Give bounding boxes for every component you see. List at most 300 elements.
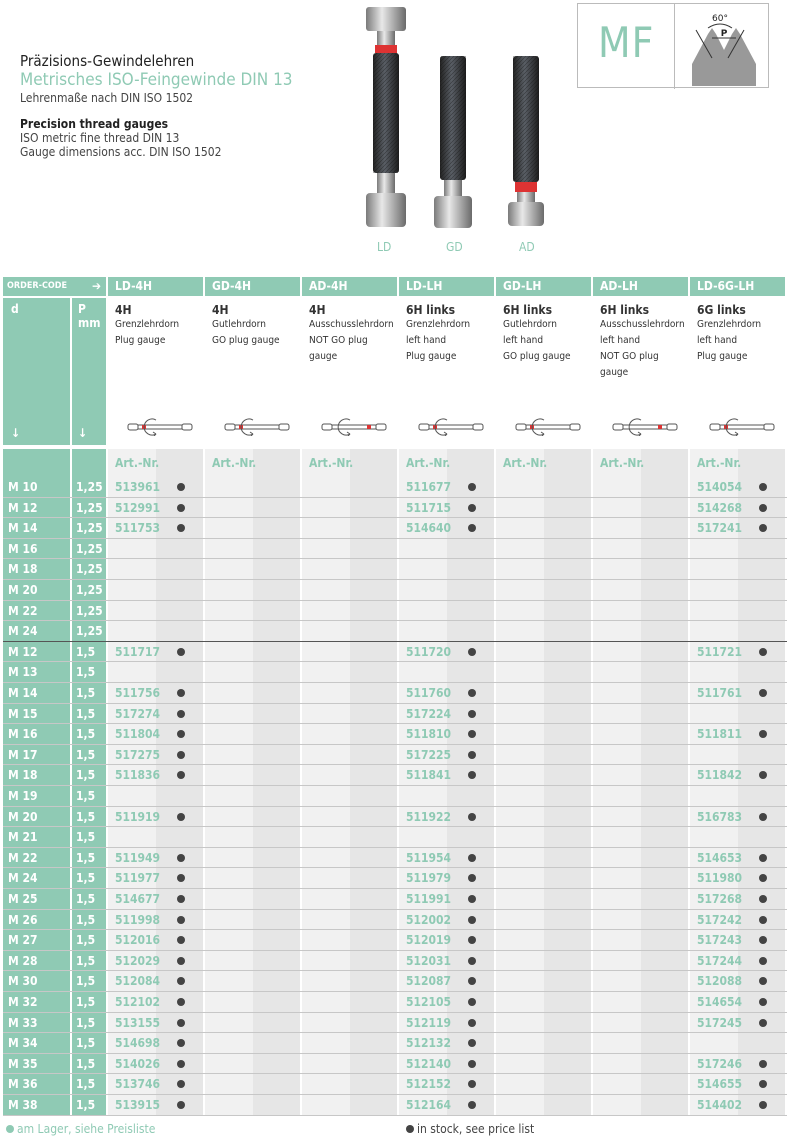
in-stock-dot-icon (177, 751, 185, 759)
article-number: 517246 (697, 1056, 743, 1071)
article-number: 511677 (406, 480, 452, 494)
row-diameter: M 22 (3, 848, 70, 869)
plug-gauge-icon (320, 418, 390, 436)
column-header-ad-4h: AD-4H (302, 277, 397, 296)
in-stock-dot-icon (759, 1060, 767, 1068)
article-number: 517224 (406, 706, 452, 721)
row-pitch: 1,25 (72, 498, 106, 519)
gauge-label-gd: GD (446, 240, 463, 254)
column-desc-line: 4H (212, 303, 229, 317)
column-desc-line: Plug gauge (406, 351, 457, 362)
row-divider (3, 991, 787, 992)
row-pitch: 1,5 (72, 683, 106, 704)
in-stock-dot-icon (468, 504, 476, 512)
article-number: 516783 (697, 809, 743, 824)
row-pitch: 1,5 (72, 662, 106, 683)
in-stock-dot-icon (177, 895, 185, 903)
d-art-spacer (3, 449, 70, 477)
column-description (496, 298, 591, 445)
in-stock-dot-icon (759, 895, 767, 903)
article-number: 514654 (697, 995, 743, 1009)
footer-right-text: in stock, see price list (417, 1122, 535, 1136)
row-diameter: M 16 (3, 539, 70, 560)
p-unit: mm (78, 316, 101, 330)
row-pitch: 1,5 (72, 848, 106, 869)
column-body (593, 449, 688, 1116)
in-stock-dot-icon (177, 1101, 185, 1109)
stock-subcolumn (253, 449, 300, 1116)
in-stock-dot-icon (759, 504, 767, 512)
angle-label: 60° (712, 14, 728, 24)
in-stock-dot-icon (759, 957, 767, 965)
in-stock-dot-icon (468, 483, 476, 491)
subtitle-de: Metrisches ISO-Feingewinde DIN 13 (20, 70, 293, 90)
row-diameter: M 36 (3, 1074, 70, 1095)
p-column-header (72, 298, 106, 445)
gauges-illustration (350, 4, 570, 254)
row-pitch: 1,5 (72, 1074, 106, 1095)
in-stock-dot-icon (759, 813, 767, 821)
art-nr-label: Art.-Nr. (503, 456, 548, 470)
article-number: 512031 (406, 953, 452, 968)
article-number: 512087 (406, 974, 452, 989)
row-divider (3, 703, 787, 704)
in-stock-dot-icon (759, 689, 767, 697)
row-diameter: M 19 (3, 786, 70, 807)
line-de: Lehrenmaße nach DIN ISO 1502 (20, 91, 194, 105)
column-desc-line: GO plug gauge (503, 351, 571, 362)
article-number: 512140 (406, 1056, 452, 1071)
in-stock-dot-icon (468, 813, 476, 821)
in-stock-dot-icon (759, 1101, 767, 1109)
column-desc-line: Grenzlehrdorn (697, 319, 762, 330)
article-number: 511804 (115, 727, 161, 742)
column-body (302, 449, 397, 1116)
article-number: 511836 (115, 768, 161, 783)
row-pitch: 1,5 (72, 971, 106, 992)
in-stock-dot-icon (468, 895, 476, 903)
article-number: 512088 (697, 974, 743, 989)
article-number: 512084 (115, 974, 161, 989)
article-number: 517274 (115, 706, 161, 721)
row-divider (3, 1073, 787, 1074)
plug-gauge-icon (223, 418, 293, 436)
article-number: 511842 (697, 768, 743, 783)
column-header-ad-lh: AD-LH (593, 277, 688, 296)
row-divider (3, 929, 787, 930)
row-diameter: M 14 (3, 518, 70, 539)
thread-profile-box (577, 3, 769, 88)
row-diameter: M 33 (3, 1013, 70, 1034)
in-stock-dot-icon (468, 751, 476, 759)
article-number: 517245 (697, 1015, 743, 1030)
subtitle-en: ISO metric fine thread DIN 13 (20, 131, 180, 145)
row-diameter: M 13 (3, 662, 70, 683)
column-desc-line: 6H links (600, 303, 649, 317)
column-desc-line: Plug gauge (697, 351, 748, 362)
article-number: 511717 (115, 644, 161, 659)
footer-right (406, 1122, 534, 1136)
in-stock-dot-icon (177, 998, 185, 1006)
row-pitch: 1,25 (72, 539, 106, 560)
column-desc-line: Ausschusslehrdorn (600, 319, 685, 330)
row-diameter: M 15 (3, 704, 70, 725)
row-divider (3, 785, 787, 786)
column-desc-line: 4H (309, 303, 326, 317)
column-description (205, 298, 300, 445)
row-diameter: M 14 (3, 683, 70, 704)
column-description (108, 298, 203, 445)
row-divider (3, 579, 787, 580)
d-label: d (11, 302, 19, 316)
article-number: 512105 (406, 995, 452, 1009)
article-number: 514026 (115, 1056, 161, 1071)
row-divider (3, 538, 787, 539)
article-number: 517243 (697, 933, 743, 948)
column-description (399, 298, 494, 445)
row-pitch: 1,25 (72, 601, 106, 622)
row-diameter: M 28 (3, 951, 70, 972)
row-divider (3, 517, 787, 518)
row-pitch: 1,5 (72, 889, 106, 910)
row-pitch: 1,5 (72, 992, 106, 1013)
column-desc-line: left hand (600, 335, 641, 346)
column-description (302, 298, 397, 445)
article-number: 512164 (406, 1098, 452, 1112)
title-en: Precision thread gauges (20, 117, 169, 131)
row-divider (3, 764, 787, 765)
thread-profile-icon (678, 6, 768, 86)
article-number: 511919 (115, 809, 161, 824)
row-pitch: 1,5 (72, 1054, 106, 1075)
article-number: 517244 (697, 953, 743, 968)
article-number: 511980 (697, 871, 743, 886)
row-divider (3, 1012, 787, 1013)
column-body (496, 449, 591, 1116)
column-header-gd-lh: GD-LH (496, 277, 591, 296)
article-number: 514655 (697, 1077, 743, 1092)
column-header-gd-4h: GD-4H (205, 277, 300, 296)
row-pitch: 1,5 (72, 786, 106, 807)
article-number: 514677 (115, 892, 161, 906)
stock-subcolumn (447, 449, 494, 1116)
column-header-ld-6g-lh: LD-6G-LH (690, 277, 785, 296)
stock-subcolumn (738, 449, 785, 1116)
row-diameter: M 20 (3, 580, 70, 601)
arrow-right-icon: ➔ (91, 279, 101, 293)
p-art-spacer (72, 449, 106, 477)
in-stock-dot-icon (177, 648, 185, 656)
row-divider (3, 847, 787, 848)
in-stock-dot-icon (177, 957, 185, 965)
article-number: 513915 (115, 1098, 161, 1112)
row-diameter: M 38 (3, 1095, 70, 1116)
in-stock-dot-icon (468, 689, 476, 697)
stock-dot-icon (406, 1125, 414, 1133)
plug-gauge-icon (417, 418, 487, 436)
row-diameter: M 26 (3, 910, 70, 931)
row-diameter: M 30 (3, 971, 70, 992)
column-desc-line: 4H (115, 303, 132, 317)
article-number: 512029 (115, 953, 161, 968)
plug-gauge-icon (514, 418, 584, 436)
article-number: 512132 (406, 1036, 452, 1051)
pitch-label: P (720, 29, 728, 39)
row-pitch: 1,5 (72, 951, 106, 972)
row-pitch: 1,5 (72, 930, 106, 951)
row-divider (3, 723, 787, 724)
in-stock-dot-icon (759, 483, 767, 491)
in-stock-dot-icon (177, 854, 185, 862)
art-nr-label: Art.-Nr. (115, 456, 160, 470)
order-code-label: ORDER-CODE (7, 281, 68, 291)
in-stock-dot-icon (468, 1019, 476, 1027)
column-desc-line: Plug gauge (115, 335, 166, 346)
in-stock-dot-icon (468, 1101, 476, 1109)
art-nr-label: Art.-Nr. (309, 456, 354, 470)
column-desc-line: Ausschusslehrdorn (309, 319, 394, 330)
row-diameter: M 24 (3, 621, 70, 642)
in-stock-dot-icon (177, 1060, 185, 1068)
row-pitch: 1,5 (72, 765, 106, 786)
art-nr-label: Art.-Nr. (212, 456, 257, 470)
row-divider (3, 1094, 787, 1095)
column-desc-line: left hand (406, 335, 447, 346)
in-stock-dot-icon (177, 483, 185, 491)
row-pitch: 1,5 (72, 807, 106, 828)
in-stock-dot-icon (177, 813, 185, 821)
article-number: 511991 (406, 892, 452, 906)
row-pitch: 1,25 (72, 477, 106, 498)
stock-subcolumn (641, 449, 688, 1116)
row-divider (3, 682, 787, 683)
in-stock-dot-icon (468, 1060, 476, 1068)
article-number: 511721 (697, 644, 743, 659)
column-desc-line: Gutlehrdorn (212, 319, 266, 330)
article-number: 511760 (406, 686, 452, 700)
row-divider (3, 497, 787, 498)
stock-subcolumn (350, 449, 397, 1116)
in-stock-dot-icon (468, 854, 476, 862)
row-pitch: 1,5 (72, 724, 106, 745)
column-desc-line: Grenzlehrdorn (406, 319, 471, 330)
row-divider (3, 558, 787, 559)
article-number: 514268 (697, 500, 743, 515)
in-stock-dot-icon (468, 916, 476, 924)
column-desc-line: left hand (503, 335, 544, 346)
row-pitch: 1,5 (72, 910, 106, 931)
article-number: 512152 (406, 1077, 452, 1092)
in-stock-dot-icon (177, 504, 185, 512)
article-number: 514402 (697, 1098, 743, 1112)
column-desc-line: 6H links (503, 303, 552, 317)
row-divider (3, 1115, 787, 1116)
line-en: Gauge dimensions acc. DIN ISO 1502 (20, 145, 222, 159)
in-stock-dot-icon (177, 1019, 185, 1027)
row-diameter: M 21 (3, 827, 70, 848)
article-number: 511977 (115, 871, 161, 886)
row-divider (3, 1032, 787, 1033)
row-pitch: 1,5 (72, 642, 106, 663)
row-diameter: M 10 (3, 477, 70, 498)
header (20, 52, 360, 159)
plug-gauge-icon (126, 418, 196, 436)
article-number: 514653 (697, 850, 743, 865)
row-pitch: 1,5 (72, 1013, 106, 1034)
gauge-label-ld: LD (377, 240, 392, 254)
row-pitch: 1,5 (72, 1033, 106, 1054)
order-code-header (3, 277, 106, 296)
article-number: 511922 (406, 809, 452, 824)
article-number: 512019 (406, 933, 452, 948)
row-diameter: M 12 (3, 498, 70, 519)
in-stock-dot-icon (759, 648, 767, 656)
article-number: 511979 (406, 871, 452, 886)
mf-separator (674, 4, 675, 89)
art-nr-label: Art.-Nr. (600, 456, 645, 470)
article-number: 513746 (115, 1077, 161, 1092)
in-stock-dot-icon (468, 648, 476, 656)
mf-label: MF (598, 18, 655, 67)
stock-subcolumn (544, 449, 591, 1116)
column-description (593, 298, 688, 445)
gauge-label-ad: AD (519, 240, 535, 254)
article-number: 511949 (115, 850, 161, 865)
row-diameter: M 35 (3, 1054, 70, 1075)
in-stock-dot-icon (177, 916, 185, 924)
row-diameter: M 25 (3, 889, 70, 910)
column-desc-line: NOT GO plug gauge (309, 335, 368, 362)
row-pitch: 1,5 (72, 704, 106, 725)
article-number: 517275 (115, 747, 161, 762)
column-description (690, 298, 785, 445)
row-divider (3, 806, 787, 807)
article-number: 512016 (115, 933, 161, 948)
row-diameter: M 18 (3, 559, 70, 580)
article-number: 517225 (406, 747, 452, 762)
article-number: 511841 (406, 768, 452, 783)
row-pitch: 1,25 (72, 518, 106, 539)
in-stock-dot-icon (468, 710, 476, 718)
stock-dot-icon (6, 1125, 14, 1133)
footer-left-text: am Lager, siehe Preisliste (17, 1122, 156, 1136)
row-pitch: 1,5 (72, 827, 106, 848)
footer-left (6, 1122, 155, 1136)
article-number: 514054 (697, 480, 743, 494)
in-stock-dot-icon (759, 1019, 767, 1027)
article-number: 511954 (406, 850, 452, 865)
article-number: 517268 (697, 892, 743, 906)
row-diameter: M 12 (3, 642, 70, 663)
arrow-down-icon: ↓ (11, 426, 21, 440)
row-pitch: 1,5 (72, 1095, 106, 1116)
row-divider (3, 826, 787, 827)
column-desc-line: Grenzlehrdorn (115, 319, 180, 330)
article-number: 513155 (115, 1015, 161, 1030)
column-desc-line: Gutlehrdorn (503, 319, 557, 330)
in-stock-dot-icon (177, 689, 185, 697)
row-divider (3, 600, 787, 601)
in-stock-dot-icon (468, 998, 476, 1006)
column-desc-line: left hand (697, 335, 738, 346)
article-number: 511720 (406, 644, 452, 659)
column-desc-line: 6H links (406, 303, 455, 317)
article-number: 517242 (697, 912, 743, 927)
article-number: 511761 (697, 686, 743, 700)
plug-gauge-icon (611, 418, 681, 436)
art-nr-label: Art.-Nr. (406, 456, 451, 470)
row-divider (3, 620, 787, 621)
article-number: 511715 (406, 500, 452, 515)
article-number: 511811 (697, 727, 743, 742)
row-divider (3, 661, 787, 662)
row-pitch: 1,25 (72, 621, 106, 642)
plug-gauge-icon (708, 418, 778, 436)
row-diameter: M 20 (3, 807, 70, 828)
article-number: 511753 (115, 521, 161, 536)
row-diameter: M 18 (3, 765, 70, 786)
in-stock-dot-icon (759, 916, 767, 924)
stock-subcolumn (156, 449, 203, 1116)
article-number: 513961 (115, 480, 161, 494)
title-de: Präzisions-Gewindelehren (20, 52, 195, 70)
row-divider (3, 867, 787, 868)
row-diameter: M 27 (3, 930, 70, 951)
article-number: 512119 (406, 1015, 452, 1030)
plug-gauges-image (350, 4, 570, 236)
row-diameter: M 24 (3, 868, 70, 889)
row-divider (3, 909, 787, 910)
article-number: 511756 (115, 686, 161, 700)
row-pitch: 1,25 (72, 580, 106, 601)
row-divider (3, 641, 787, 642)
column-desc-line: GO plug gauge (212, 335, 280, 346)
p-label: P (78, 302, 86, 316)
art-nr-label: Art.-Nr. (697, 456, 742, 470)
row-pitch: 1,5 (72, 745, 106, 766)
article-number: 512002 (406, 912, 452, 927)
row-divider (3, 970, 787, 971)
article-number: 512991 (115, 500, 161, 515)
column-desc-line: NOT GO plug gauge (600, 351, 659, 378)
article-number: 511998 (115, 912, 161, 927)
column-desc-line: 6G links (697, 303, 746, 317)
in-stock-dot-icon (759, 998, 767, 1006)
row-pitch: 1,25 (72, 559, 106, 580)
article-number: 514698 (115, 1036, 161, 1051)
row-diameter: M 32 (3, 992, 70, 1013)
article-number: 514640 (406, 521, 452, 536)
row-diameter: M 16 (3, 724, 70, 745)
in-stock-dot-icon (177, 710, 185, 718)
arrow-down-icon: ↓ (78, 426, 88, 440)
row-divider (3, 888, 787, 889)
column-header-ld-lh: LD-LH (399, 277, 494, 296)
article-number: 517241 (697, 521, 743, 536)
in-stock-dot-icon (468, 957, 476, 965)
article-number: 512102 (115, 995, 161, 1009)
row-diameter: M 34 (3, 1033, 70, 1054)
row-diameter: M 17 (3, 745, 70, 766)
article-number: 511810 (406, 727, 452, 742)
d-column-header (3, 298, 70, 445)
in-stock-dot-icon (759, 854, 767, 862)
row-divider (3, 950, 787, 951)
row-divider (3, 744, 787, 745)
row-pitch: 1,5 (72, 868, 106, 889)
column-header-ld-4h: LD-4H (108, 277, 203, 296)
row-diameter: M 22 (3, 601, 70, 622)
